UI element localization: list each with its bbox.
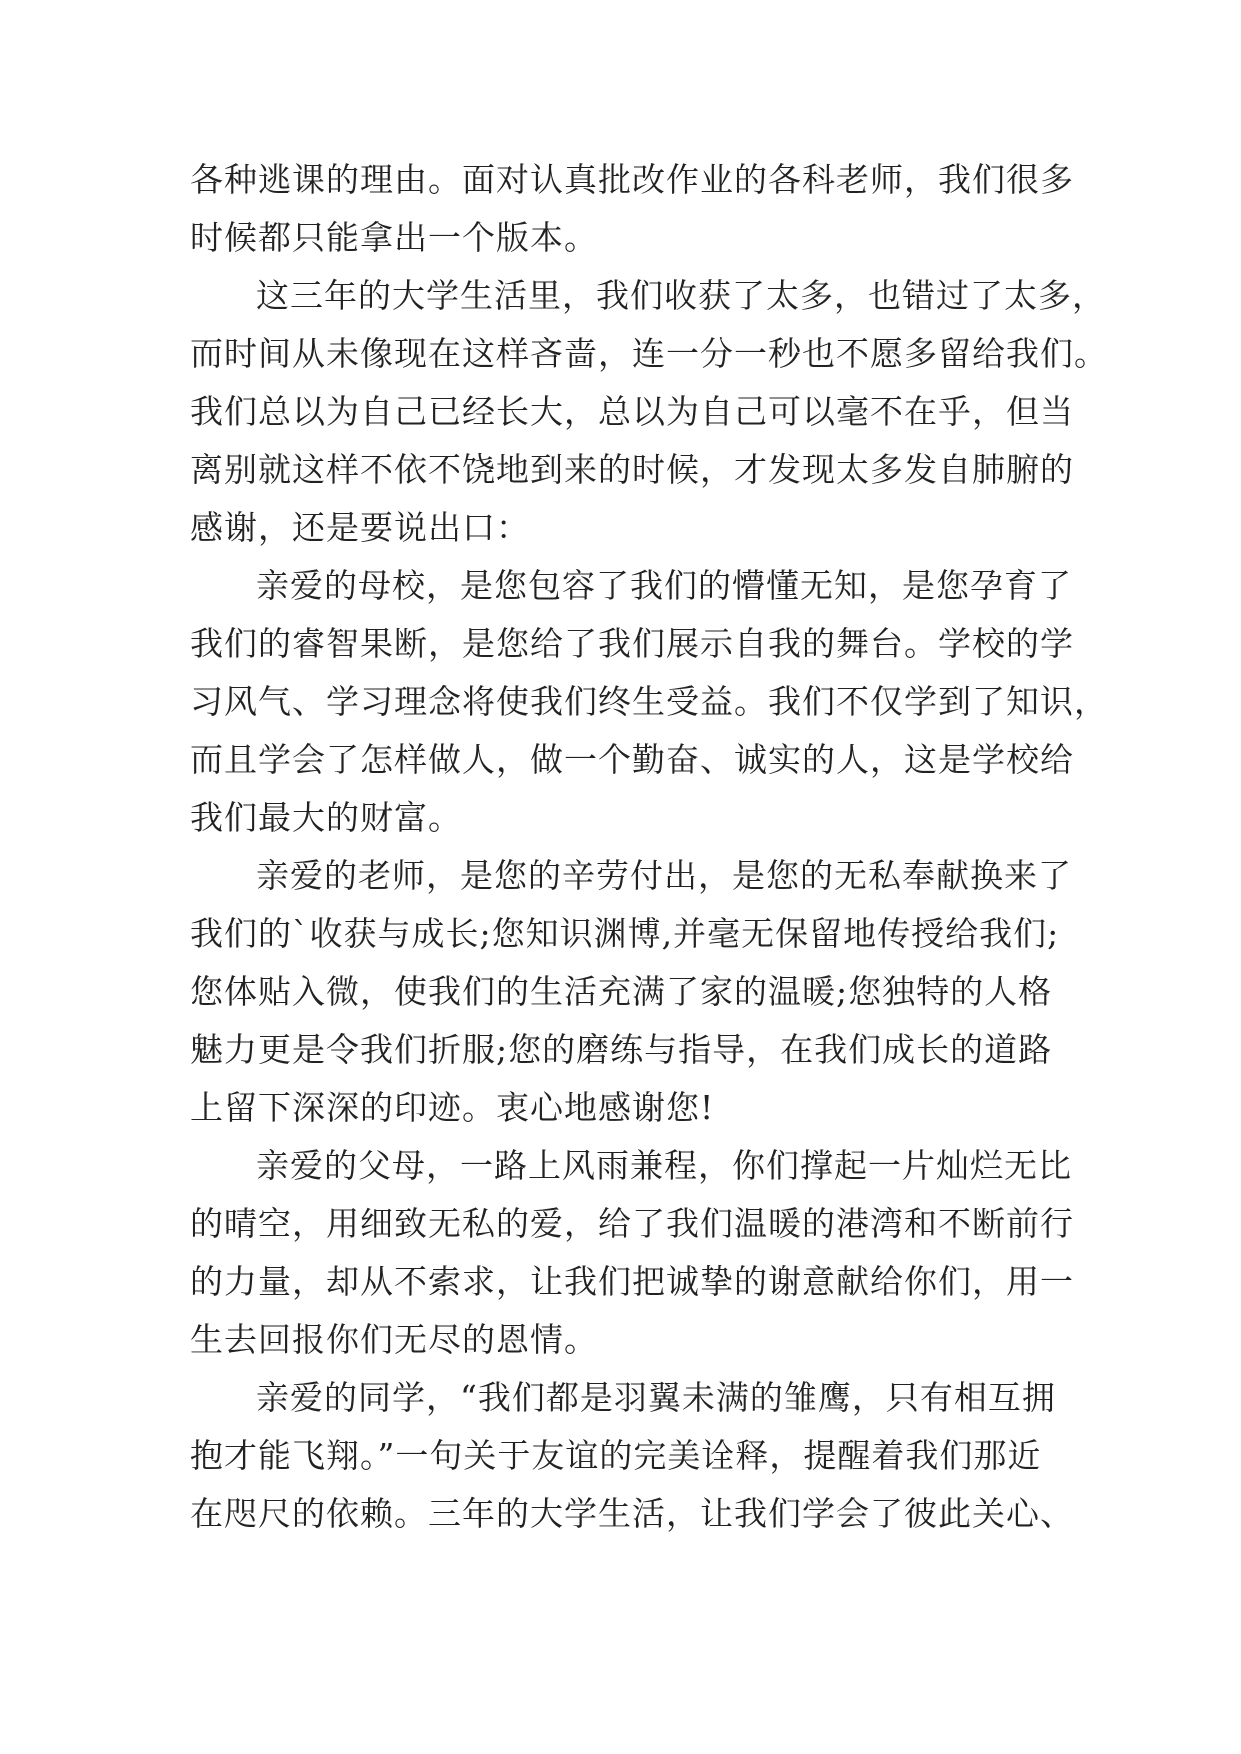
text-line: 我们的睿智果断，是您给了我们展示自我的舞台。学校的学	[190, 624, 1074, 663]
text-line: 习风气、学习理念将使我们终生受益。我们不仅学到了知识，	[190, 682, 1108, 721]
text-line: 时候都只能拿出一个版本。	[190, 218, 598, 257]
text-line: 离别就这样不依不饶地到来的时候，才发现太多发自肺腑的	[190, 450, 1074, 489]
text-line: 您体贴入微，使我们的生活充满了家的温暖;您独特的人格	[190, 972, 1053, 1011]
text-line: 而时间从未像现在这样吝啬，连一分一秒也不愿多留给我们。	[190, 334, 1108, 373]
text-line: 抱才能飞翔。”一句关于友谊的完美诠释，提醒着我们那近	[190, 1436, 1042, 1475]
text-line: 魅力更是令我们折服;您的磨练与指导，在我们成长的道路	[190, 1030, 1053, 1069]
text-line: 各种逃课的理由。面对认真批改作业的各科老师，我们很多	[190, 160, 1074, 199]
text-line: 感谢，还是要说出口：	[190, 508, 530, 547]
text-line: 我们的`收获与成长;您知识渊博,并毫无保留地传授给我们;	[190, 914, 1060, 953]
text-line: 而且学会了怎样做人，做一个勤奋、诚实的人，这是学校给	[190, 740, 1074, 779]
text-line: 的晴空，用细致无私的爱，给了我们温暖的港湾和不断前行	[190, 1204, 1074, 1243]
text-line: 我们总以为自己已经长大，总以为自己可以毫不在乎，但当	[190, 392, 1074, 431]
paragraph-start-line: 这三年的大学生活里，我们收获了太多，也错过了太多，	[256, 276, 1106, 315]
text-line: 在咫尺的依赖。三年的大学生活，让我们学会了彼此关心、	[190, 1494, 1074, 1533]
paragraph-start-line: 亲爱的老师，是您的辛劳付出，是您的无私奉献换来了	[256, 856, 1072, 895]
paragraph-start-line: 亲爱的父母，一路上风雨兼程，你们撑起一片灿烂无比	[256, 1146, 1072, 1185]
text-line: 我们最大的财富。	[190, 798, 462, 837]
text-line: 上留下深深的印迹。衷心地感谢您!	[190, 1088, 715, 1127]
paragraph-start-line: 亲爱的母校，是您包容了我们的懵懂无知，是您孕育了	[256, 566, 1072, 605]
text-line: 的力量，却从不索求，让我们把诚挚的谢意献给你们，用一	[190, 1262, 1074, 1301]
paragraph-start-line: 亲爱的同学，“我们都是羽翼未满的雏鹰，只有相互拥	[256, 1378, 1056, 1417]
text-line: 生去回报你们无尽的恩情。	[190, 1320, 598, 1359]
